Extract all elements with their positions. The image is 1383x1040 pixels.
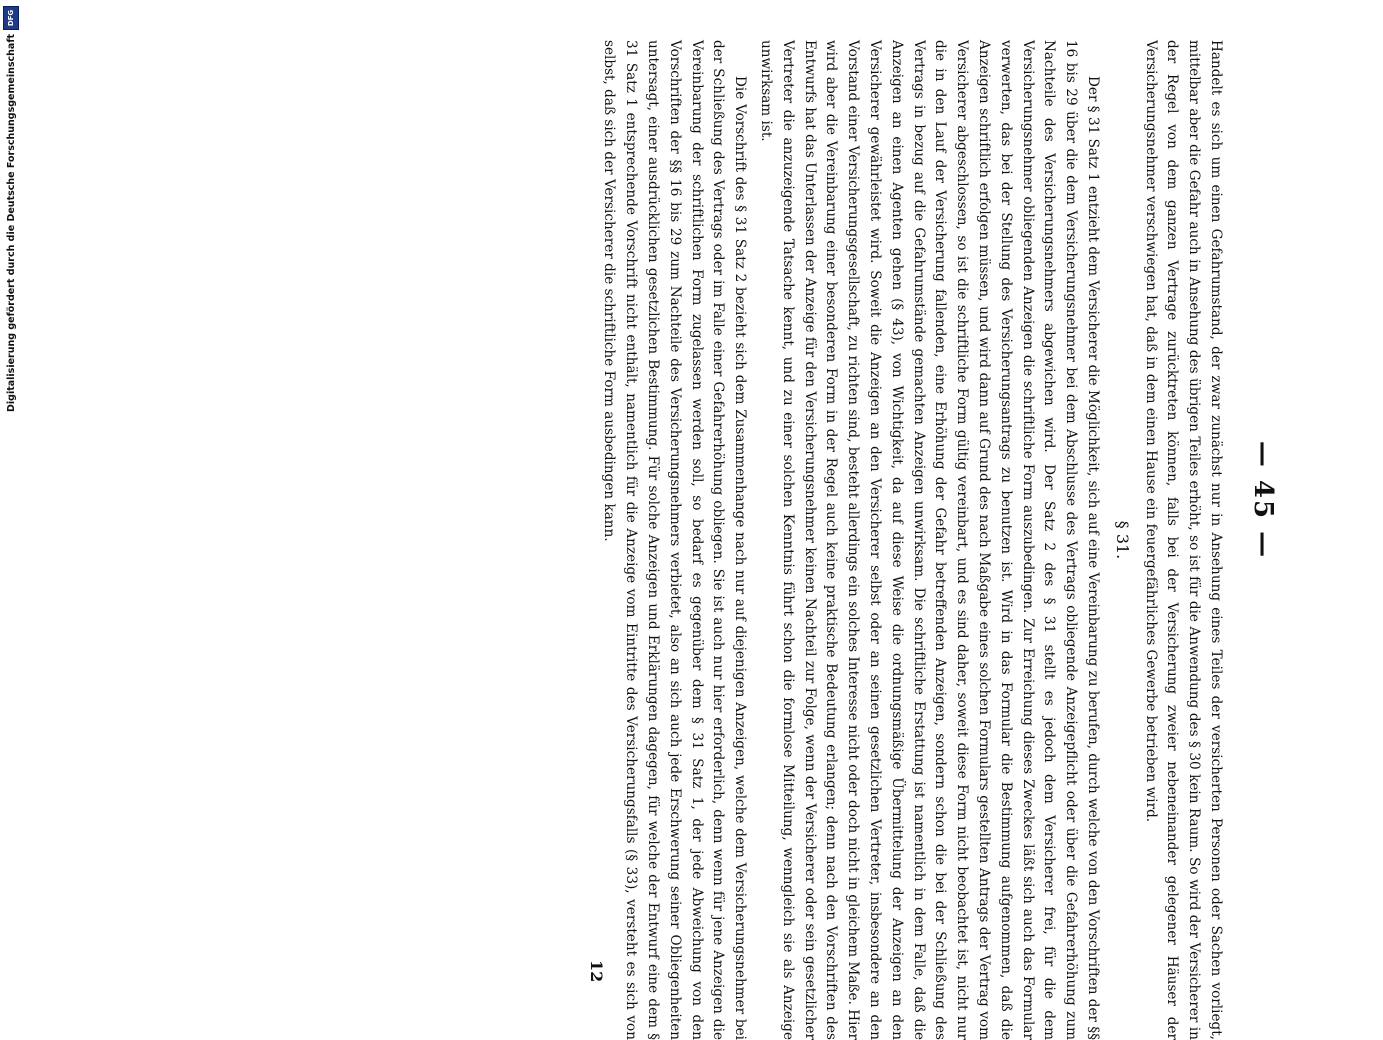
- sheet-signature: 12: [587, 960, 606, 983]
- dfg-logo-icon: DFG: [3, 6, 19, 30]
- paragraph-intro: Handelt es sich um einen Gefahrumstand, der zwar zunächst nur in Ansehung eines Teiles der versicherten Personen oder Sachen vorliegt, mittelbar aber die Gefahr auch in Ansehung des übrigen Teiles erhöht, so ist für die Anwendung des § 30 kein Raum. So wird der Versicherer in der Regel von dem ganzen Vertrage zurücktreten können, falls bei der Versicherung zweier nebeneinander gelegener Häuser der Versicherungsnehmer verschwiegen hat, daß in dem einen Hause ein feuergefährliches Gewerbe betrieben wird.: [1142, 40, 1224, 1040]
- page-number: — 45 —: [1248, 440, 1278, 560]
- rotated-page: [96, 0, 1296, 1040]
- body-text: [594, 40, 1226, 1040]
- digitization-credit: [0, 0, 22, 1000]
- paragraph-1: Der § 31 Satz 1 entzieht dem Versicherer die Möglichkeit, sich auf eine Vereinbarung zu berufen, durch welche von den Vorschriften der §§ 16 bis 29 über die dem Versicherungsnehmer bei dem Abschlusse des Vertrags obliegende Anzeigepflicht oder über die Gefahrerhöhung zum Nachteile des Versicherungsnehmers abgewichen wird. Der Satz 2 des § 31 stellt es jedoch dem Versicherer frei, für die dem Versicherungsnehmer obliegenden Anzeigen die schriftliche Form auszubedingen. Zur Erreichung dieses Zweckes läßt sich auch das Formular verwerten, das bei der Stellung des Versicherungsantrags zu benutzen ist. Wird in das Formular die Bestimmung aufgenommen, daß die Anzeigen schriftlich erfolgen müssen, und wird dann auf Grund des nach Maßgabe eines solchen Formulars gestellten Antrags der Vertrag vom Versicherer abgeschlossen, so ist die schriftliche Form gültig vereinbart, und es sind daher, soweit diese Form nicht beobachtet ist, nicht nur die in den Lauf der Versicherung fallenden, eine Erhöhung der Gefahr betreffenden Anzeigen, sondern schon die bei der Schließung des Vertrags in bezug auf die Gefahrumstände gemachten Anzeigen unwirksam. Die schriftliche Erstattung ist namentlich in dem Falle, daß die Anzeigen an einen Agenten gehen (§ 43), von Wichtigkeit, da auf diese Weise die ordnungsmäßige Übermittelung der Anzeigen an den Versicherer gewährleistet wird. Soweit die Anzeigen an den Versicherer selbst oder an seinen gesetzlichen Vertreter, insbesondere an den Vorstand einer Versicherungsgesellschaft, zu richten sind, besteht allerdings ein solches Interesse nicht oder doch nicht in gleichem Maße. Hier wird aber die Vereinbarung einer besonderen Form in der Regel auch keine praktische Bedeutung erlangen; denn nach den Vorschriften des Entwurfs hat das Unterlassen der Anzeige für den Versicherungsnehmer keinen Nachteil zur Folge, wenn der Versicherer oder sein gesetzlicher Vertreter die anzuzeigende Tatsache kennt, und zu einer solchen Kenntnis führt schon die formlose Mitteilung, wenngleich sie als Anzeige unwirksam ist.: [758, 40, 1102, 1040]
- section-heading: § 31.: [1112, 520, 1132, 560]
- credit-text: Digitalisierung gefördert durch die Deutsche Forschungsgemeinschaft: [5, 34, 17, 412]
- paragraph-2: Die Vorschrift des § 31 Satz 2 bezieht sich dem Zusammenhange nach nur auf diejenigen Anzeigen, welche dem Versicherungsnehmer bei der Schließung des Vertrags oder im Falle einer Gefahrerhöhung obliegen. Sie ist auch nur hier erforderlich, denn wenn für jene Anzeigen die Vereinbarung der schriftlichen Form zugelassen werden soll, so bedarf es gegenüber dem § 31 Satz 1, der jede Abweichung von den Vorschriften der §§ 16 bis 29 zum Nachteile des Versicherungsnehmers verbietet, also an sich auch jede Erschwerung seiner Obliegenheiten untersagt, einer ausdrücklichen gesetzlichen Bestimmung. Für solche Anzeigen und Erklärungen dagegen, für welche der Entwurf eine dem § 31 Satz 1 entsprechende Vorschrift nicht enthält, namentlich für die Anzeige vom Eintritte des Versicherungsfalls (§ 33), versteht es sich von selbst, daß sich der Versicherer die schriftliche Form ausbedingen kann.: [601, 40, 749, 1040]
